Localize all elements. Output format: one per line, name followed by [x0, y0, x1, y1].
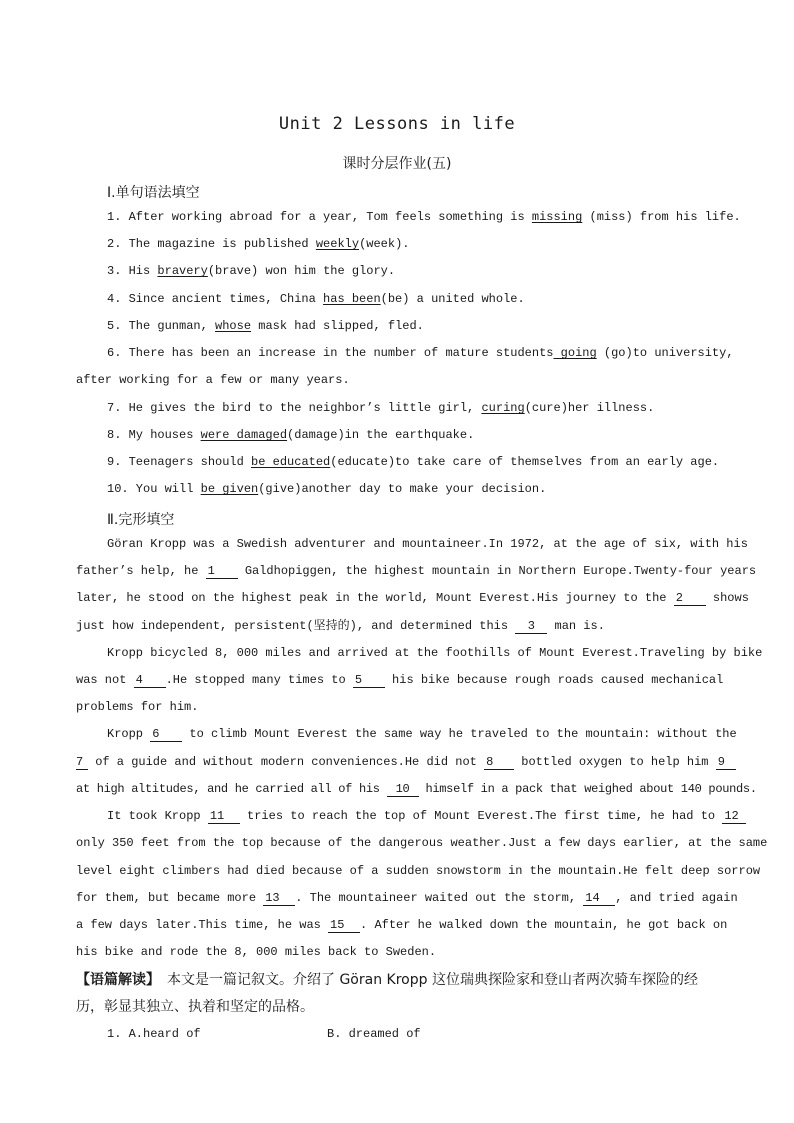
blank-8: 8: [484, 756, 514, 770]
grammar-item-9: 9. Teenagers should be educated(educate)to take care of themselves from an early age.: [107, 455, 720, 469]
blank-9: 9: [716, 756, 736, 770]
passage-line: 7 of a guide and without modern conveniences.He did not 8 bottled oxygen to help him 9: [76, 754, 718, 770]
passage-line: Göran Kropp was a Swedish adventurer and mountaineer.In 1972, at the age of six, with his: [107, 537, 748, 551]
passage-line: his bike and rode the 8, 000 miles back to Sweden.: [76, 945, 437, 959]
blank-7: 7: [76, 756, 88, 770]
question-1-option-a: 1. A.heard of: [107, 1027, 201, 1041]
passage-line: later, he stood on the highest peak in the world, Mount Everest.His journey to the 2 shows: [76, 591, 749, 605]
grammar-item-10: 10. You will be given(give)another day to make your decision.: [107, 482, 547, 496]
answer: going: [553, 346, 597, 360]
grammar-item-2: 2. The magazine is published weekly(week).: [107, 237, 410, 251]
passage-line: It took Kropp 11 tries to reach the top of Mount Everest.The first time, he had to 12: [107, 808, 718, 824]
grammar-item-5: 5. The gunman, whose mask had slipped, fled.: [107, 319, 424, 333]
blank-13: 13: [263, 892, 295, 906]
blank-14: 14: [583, 892, 615, 906]
answer: whose: [215, 319, 252, 333]
blank-15: 15: [328, 919, 360, 933]
page-subtitle: 课时分层作业(五): [342, 156, 452, 172]
blank-4: 4: [134, 674, 166, 688]
grammar-item-1: 1. After working abroad for a year, Tom feels something is missing (miss) from his life.: [107, 210, 741, 224]
passage-line: problems for him.: [76, 700, 199, 714]
passage-line: Kropp bicycled 8, 000 miles and arrived at the foothills of Mount Everest.Traveling by bike: [107, 646, 763, 660]
blank-10: 10: [387, 783, 419, 797]
passage-line: only 350 feet from the top because of the dangerous weather.Just a few days earlier, at the same: [76, 836, 768, 850]
blank-3: 3: [515, 620, 547, 634]
answer: bravery: [157, 264, 208, 278]
blank-12: 12: [722, 810, 746, 824]
discourse-note-cont: 历，彰显其独立、执着和坚定的品格。: [76, 999, 314, 1015]
grammar-item-3: 3. His bravery(brave) won him the glory.: [107, 264, 396, 278]
answer: curing: [481, 401, 525, 415]
note-tag: 【语篇解读】: [76, 972, 153, 988]
passage-line: level eight climbers had died because of a sudden snowstorm in the mountain.He felt deep sorrow: [76, 864, 761, 878]
passage-line: for them, but became more 13 . The mountaineer waited out the storm, 14 , and tried again: [76, 891, 738, 905]
passage-line: was not 4 .He stopped many times to 5 his bike because rough roads caused mechanical: [76, 673, 724, 687]
blank-11: 11: [208, 810, 240, 824]
answer: has been: [323, 292, 381, 306]
grammar-item-7: 7. He gives the bird to the neighbor’s little girl, curing(cure)her illness.: [107, 401, 655, 415]
grammar-item-4: 4. Since ancient times, China has been(be) a united whole.: [107, 292, 525, 306]
grammar-item-6: 6. There has been an increase in the number of mature students going (go)to university,: [107, 346, 734, 360]
blank-6: 6: [150, 728, 182, 742]
answer: weekly: [315, 237, 360, 251]
answer: were damaged: [200, 428, 288, 442]
passage-line: a few days later.This time, he was 15 . After he walked down the mountain, he got back on: [76, 918, 728, 932]
blank-5: 5: [353, 674, 385, 688]
section-2-heading: Ⅱ.完形填空: [107, 512, 175, 528]
passage-line: father’s help, he 1 Galdhopiggen, the highest mountain in Northern Europe.Twenty-four years: [76, 564, 757, 578]
answer: be given: [200, 482, 259, 496]
page-title: Unit 2 Lessons in life: [278, 114, 516, 134]
passage-line: just how independent, persistent(坚持的), and determined this 3 man is.: [76, 618, 605, 633]
grammar-item-6-cont: after working for a few or many years.: [76, 373, 350, 387]
section-1-heading: Ⅰ.单句语法填空: [107, 185, 200, 201]
answer: be educated: [251, 455, 331, 469]
blank-2: 2: [674, 592, 706, 606]
passage-line: Kropp 6 to climb Mount Everest the same way he traveled to the mountain: without the: [107, 727, 737, 741]
grammar-item-8: 8. My houses were damaged(damage)in the earthquake.: [107, 428, 475, 442]
discourse-note: 【语篇解读】 本文是一篇记叙文。介绍了 Göran Kropp 这位瑞典探险家和登山者两次骑车探险的经: [76, 972, 698, 988]
question-1-option-b: B. dreamed of: [327, 1027, 421, 1041]
blank-1: 1: [206, 565, 238, 579]
passage-line: at high altitudes, and he carried all of his 10 himself in a pack that weighed about 140 pounds.: [76, 782, 757, 796]
answer: missing: [531, 210, 583, 224]
